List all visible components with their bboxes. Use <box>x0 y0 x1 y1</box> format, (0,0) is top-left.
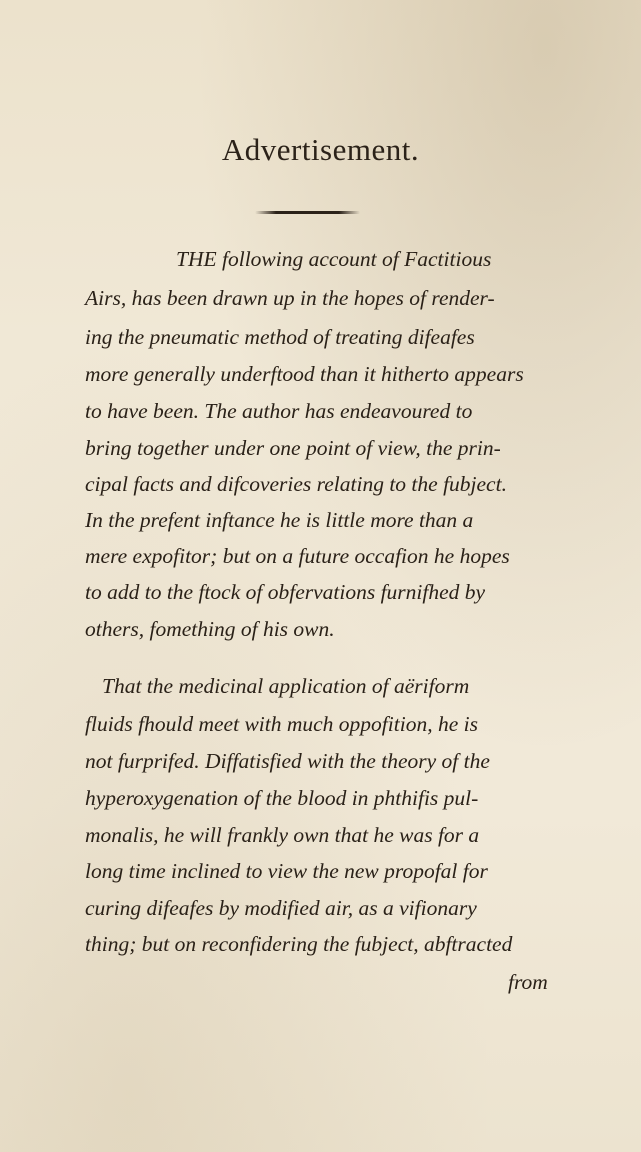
text-line: more generally underftood than it hitherto appears <box>85 362 524 386</box>
text-line: others, fomething of his own. <box>85 617 335 641</box>
catchword: from <box>508 970 548 994</box>
text-line: THE following account of Factitious <box>176 247 492 271</box>
text-line: to have been. The author has endeavoured to <box>85 399 473 423</box>
text-line: hyperoxygenation of the blood in phthifis pul- <box>85 786 479 810</box>
text-line: In the prefent inftance he is little more than a <box>85 508 474 532</box>
text-line: long time inclined to view the new propofal for <box>85 859 488 883</box>
text-line: to add to the ftock of obfervations furnifhed by <box>85 580 486 604</box>
text-line: ing the pneumatic method of treating difeafes <box>85 325 475 349</box>
text-line: monalis, he will frankly own that he was for a <box>85 823 480 847</box>
text-line: That the medicinal application of aëriform <box>102 674 470 698</box>
text-line: not furprifed. Diffatisfied with the theory of the <box>85 749 490 773</box>
decorative-rule <box>255 211 360 214</box>
text-line: Airs, has been drawn up in the hopes of render- <box>85 286 495 310</box>
text-line: thing; but on reconfidering the fubject, abftracted <box>85 932 513 956</box>
text-line: mere expofitor; but on a future occafion he hopes <box>85 544 510 568</box>
text-line: bring together under one point of view, the prin- <box>85 436 501 460</box>
text-line: fluids fhould meet with much oppofition, he is <box>85 712 478 736</box>
text-line: curing difeafes by modified air, as a vifionary <box>85 896 477 920</box>
page-heading: Advertisement. <box>221 132 420 167</box>
text-line: cipal facts and difcoveries relating to the fubject. <box>85 472 507 496</box>
